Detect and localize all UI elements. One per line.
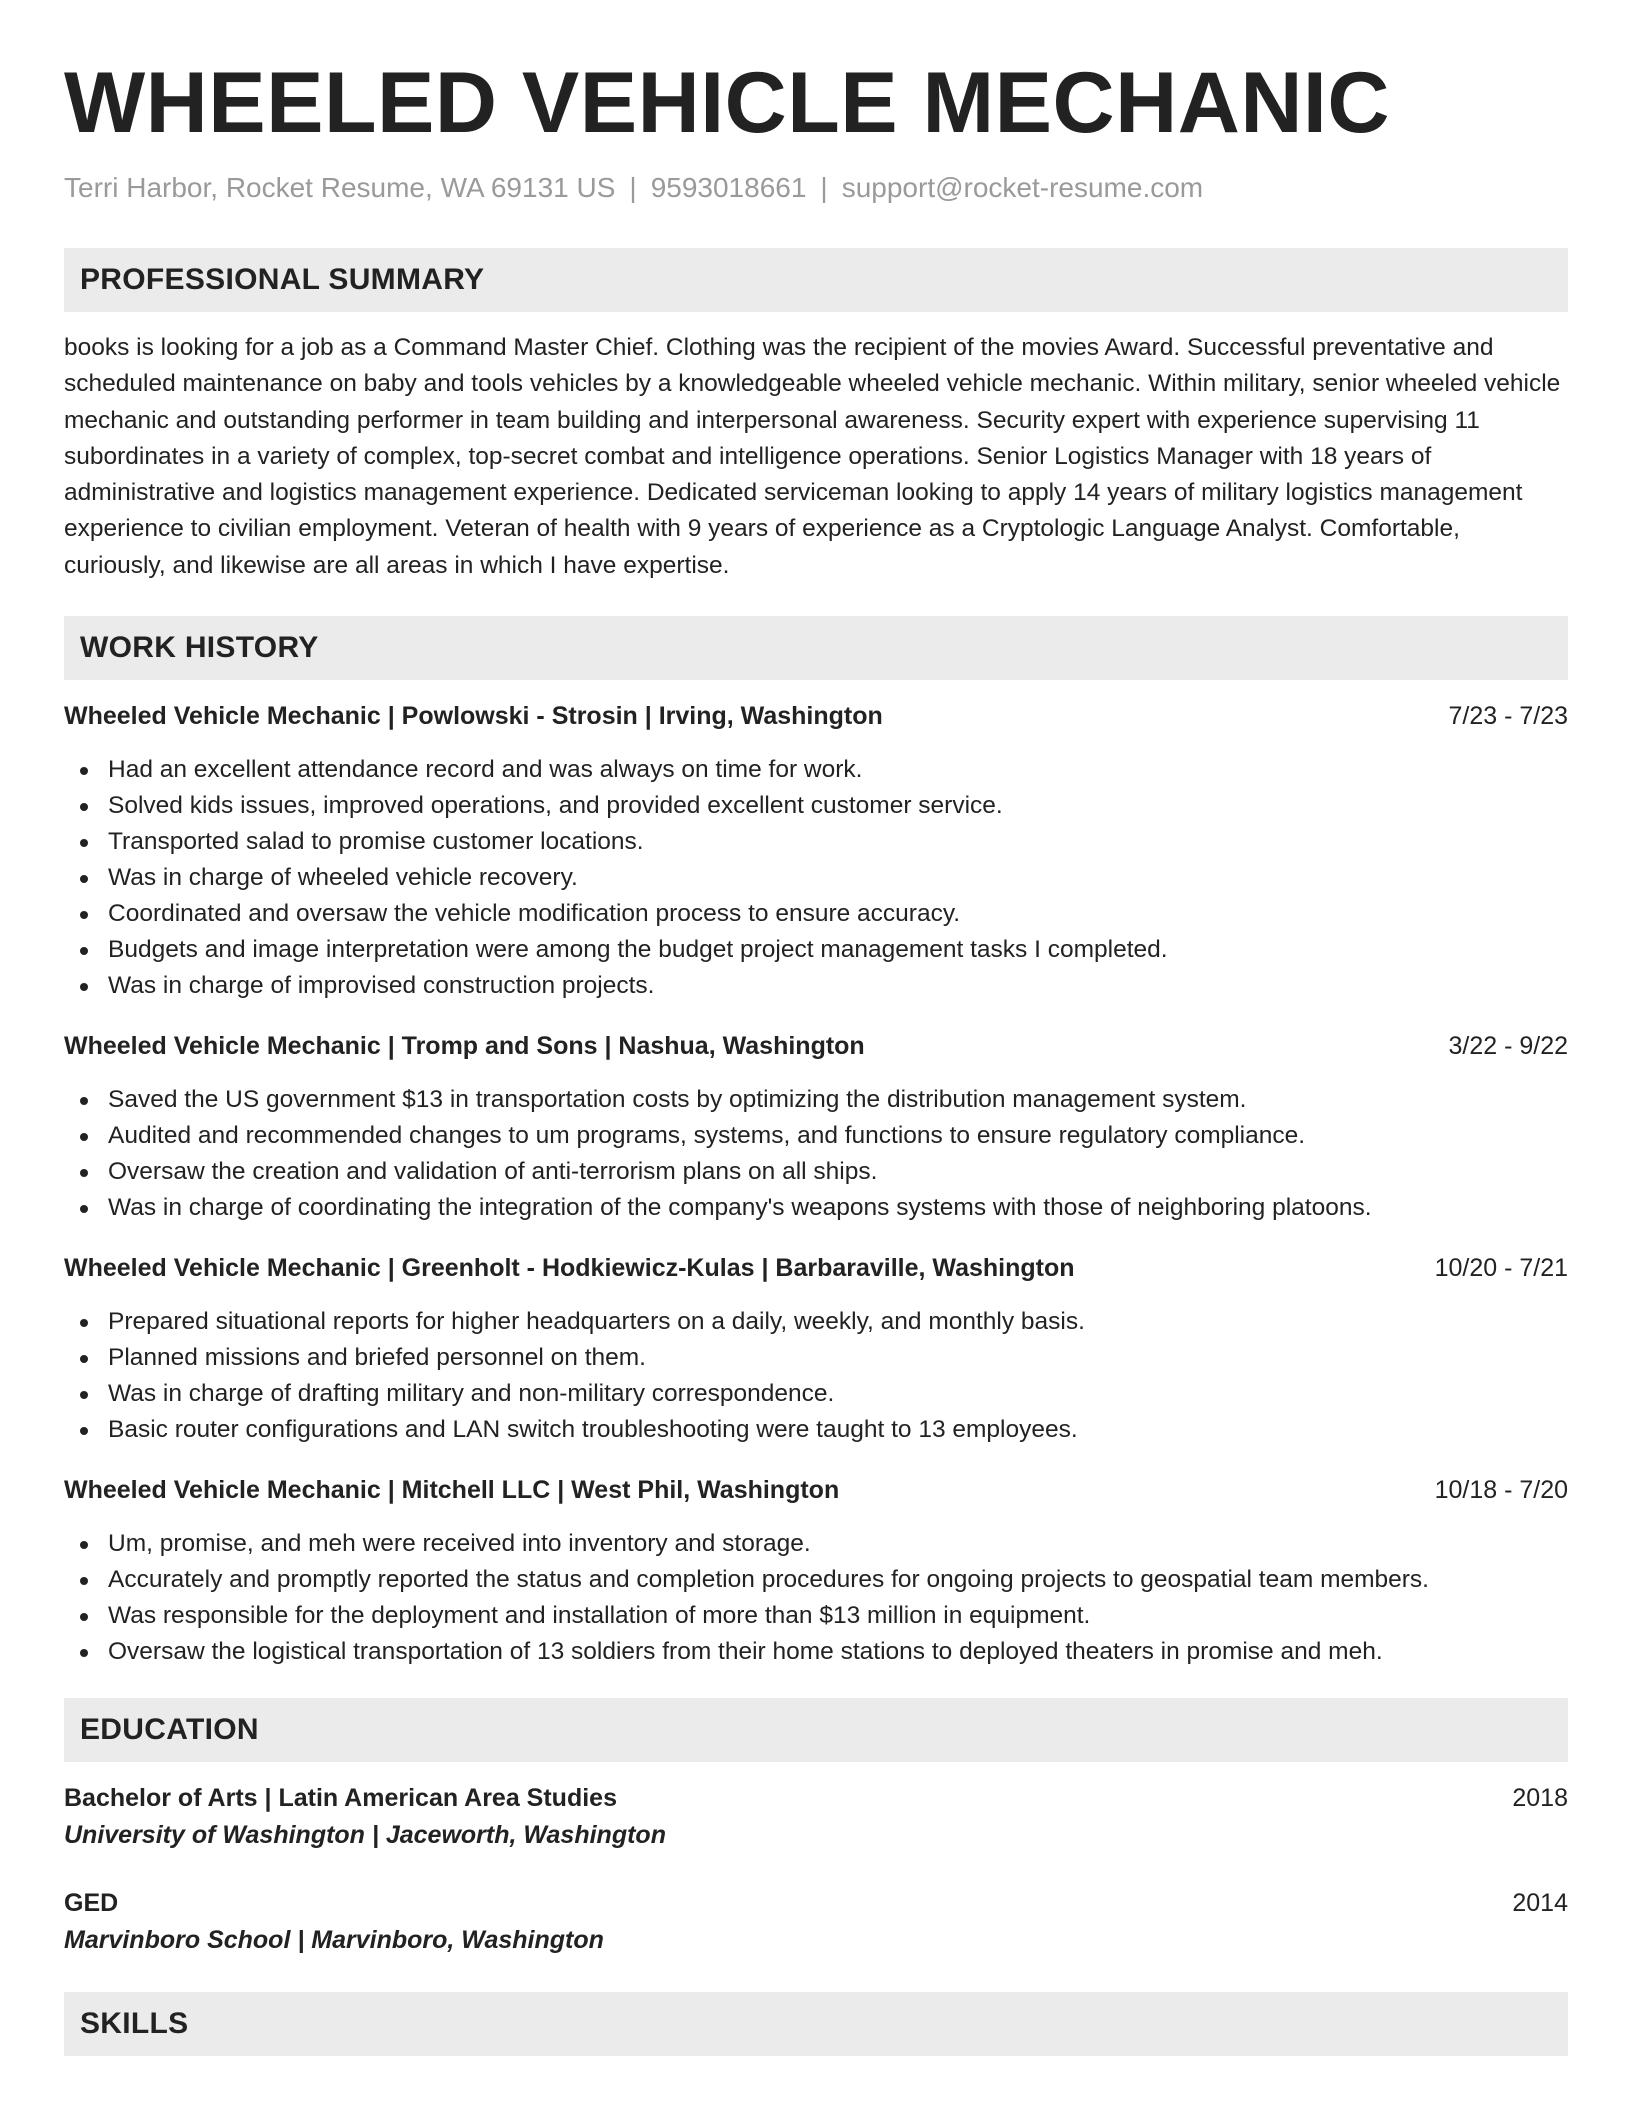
job-bullets xyxy=(64,1082,1568,1226)
job-bullet: Had an excellent attendance record and was always on time for work. xyxy=(64,752,1568,788)
job-dates: 10/20 - 7/21 xyxy=(1434,1254,1568,1283)
job-bullets xyxy=(64,1526,1568,1670)
job-bullet: Planned missions and briefed personnel on them. xyxy=(64,1340,1568,1376)
education-year: 2014 xyxy=(1512,1889,1568,1918)
summary-heading: PROFESSIONAL SUMMARY xyxy=(64,248,1568,312)
job-dates: 3/22 - 9/22 xyxy=(1448,1032,1568,1061)
contact-line xyxy=(64,170,1568,206)
job-entry xyxy=(64,1030,1568,1226)
skills-heading: SKILLS xyxy=(64,1992,1568,2056)
job-bullet: Was responsible for the deployment and installation of more than $13 million in equipment. xyxy=(64,1598,1568,1634)
job-title: Wheeled Vehicle Mechanic | Mitchell LLC | West Phil, Washington xyxy=(64,1476,840,1505)
job-header xyxy=(64,1474,1568,1506)
job-entry xyxy=(64,700,1568,1004)
job-bullet: Was in charge of improvised construction projects. xyxy=(64,968,1568,1004)
contact-address: Terri Harbor, Rocket Resume, WA 69131 US xyxy=(64,172,616,203)
contact-phone: 9593018661 xyxy=(650,172,807,203)
education-school: University of Washington | Jaceworth, Washington xyxy=(64,1821,666,1850)
work-history-heading: WORK HISTORY xyxy=(64,616,1568,680)
job-bullet: Was in charge of coordinating the integration of the company's weapons systems with those of neighboring platoons. xyxy=(64,1190,1568,1226)
job-dates: 10/18 - 7/20 xyxy=(1434,1476,1568,1505)
job-bullet: Transported salad to promise customer locations. xyxy=(64,824,1568,860)
job-bullet: Coordinated and oversaw the vehicle modification process to ensure accuracy. xyxy=(64,896,1568,932)
job-bullet: Accurately and promptly reported the status and completion procedures for ongoing projects to geospatial team members. xyxy=(64,1562,1568,1598)
job-bullet: Oversaw the logistical transportation of 13 soldiers from their home stations to deployed theaters in promise and meh. xyxy=(64,1634,1568,1670)
job-entry xyxy=(64,1474,1568,1670)
summary-text: books is looking for a job as a Command Master Chief. Clothing was the recipient of the movies Award. Successful preventative and scheduled maintenance on baby and tools vehicles by a knowledgeable wheeled vehicle mechanic. Within military, senior wheeled vehicle mechanic and outstanding performer in team building and interpersonal awareness. Security expert with experience supervising 11 subordinates in a variety of complex, top-secret combat and intelligence operations. Senior Logistics Manager with 18 years of administrative and logistics management experience. Dedicated serviceman looking to apply 14 years of military logistics management experience to civilian employment. Veteran of health with 9 years of experience as a Cryptologic Language Analyst. Comfortable, curiously, and likewise are all areas in which I have expertise. xyxy=(64,334,1561,579)
job-title: Wheeled Vehicle Mechanic | Greenholt - Hodkiewicz-Kulas | Barbaraville, Washington xyxy=(64,1254,1075,1283)
education-entry xyxy=(64,1782,1568,1851)
job-entry xyxy=(64,1252,1568,1448)
education-entry xyxy=(64,1887,1568,1956)
education-degree: GED xyxy=(64,1889,119,1918)
contact-email: support@rocket-resume.com xyxy=(841,172,1204,203)
resume-name: WHEELED VEHICLE MECHANIC xyxy=(64,55,1390,151)
job-title: Wheeled Vehicle Mechanic | Powlowski - Strosin | Irving, Washington xyxy=(64,702,883,731)
job-bullet: Um, promise, and meh were received into inventory and storage. xyxy=(64,1526,1568,1562)
job-bullets xyxy=(64,1304,1568,1448)
job-header xyxy=(64,1252,1568,1284)
job-bullet: Saved the US government $13 in transportation costs by optimizing the distribution management system. xyxy=(64,1082,1568,1118)
job-bullet: Audited and recommended changes to um programs, systems, and functions to ensure regulatory compliance. xyxy=(64,1118,1568,1154)
education-degree: Bachelor of Arts | Latin American Area Studies xyxy=(64,1784,617,1813)
education-year: 2018 xyxy=(1512,1784,1568,1813)
contact-separator: | xyxy=(629,172,637,203)
job-header xyxy=(64,1030,1568,1062)
job-title: Wheeled Vehicle Mechanic | Tromp and Sons | Nashua, Washington xyxy=(64,1032,865,1061)
job-bullet: Basic router configurations and LAN switch troubleshooting were taught to 13 employees. xyxy=(64,1412,1568,1448)
job-bullet: Oversaw the creation and validation of anti-terrorism plans on all ships. xyxy=(64,1154,1568,1190)
job-bullet: Budgets and image interpretation were among the budget project management tasks I completed. xyxy=(64,932,1568,968)
education-header xyxy=(64,1887,1568,1919)
resume-page xyxy=(64,0,1568,2056)
job-bullets xyxy=(64,752,1568,1004)
job-header xyxy=(64,700,1568,732)
education-school: Marvinboro School | Marvinboro, Washington xyxy=(64,1926,604,1955)
job-bullet: Was in charge of wheeled vehicle recovery. xyxy=(64,860,1568,896)
job-bullet: Solved kids issues, improved operations, and provided excellent customer service. xyxy=(64,788,1568,824)
job-bullet: Was in charge of drafting military and non-military correspondence. xyxy=(64,1376,1568,1412)
job-dates: 7/23 - 7/23 xyxy=(1448,702,1568,731)
education-header xyxy=(64,1782,1568,1814)
education-heading: EDUCATION xyxy=(64,1698,1568,1762)
job-bullet: Prepared situational reports for higher headquarters on a daily, weekly, and monthly basis. xyxy=(64,1304,1568,1340)
contact-separator: | xyxy=(820,172,828,203)
